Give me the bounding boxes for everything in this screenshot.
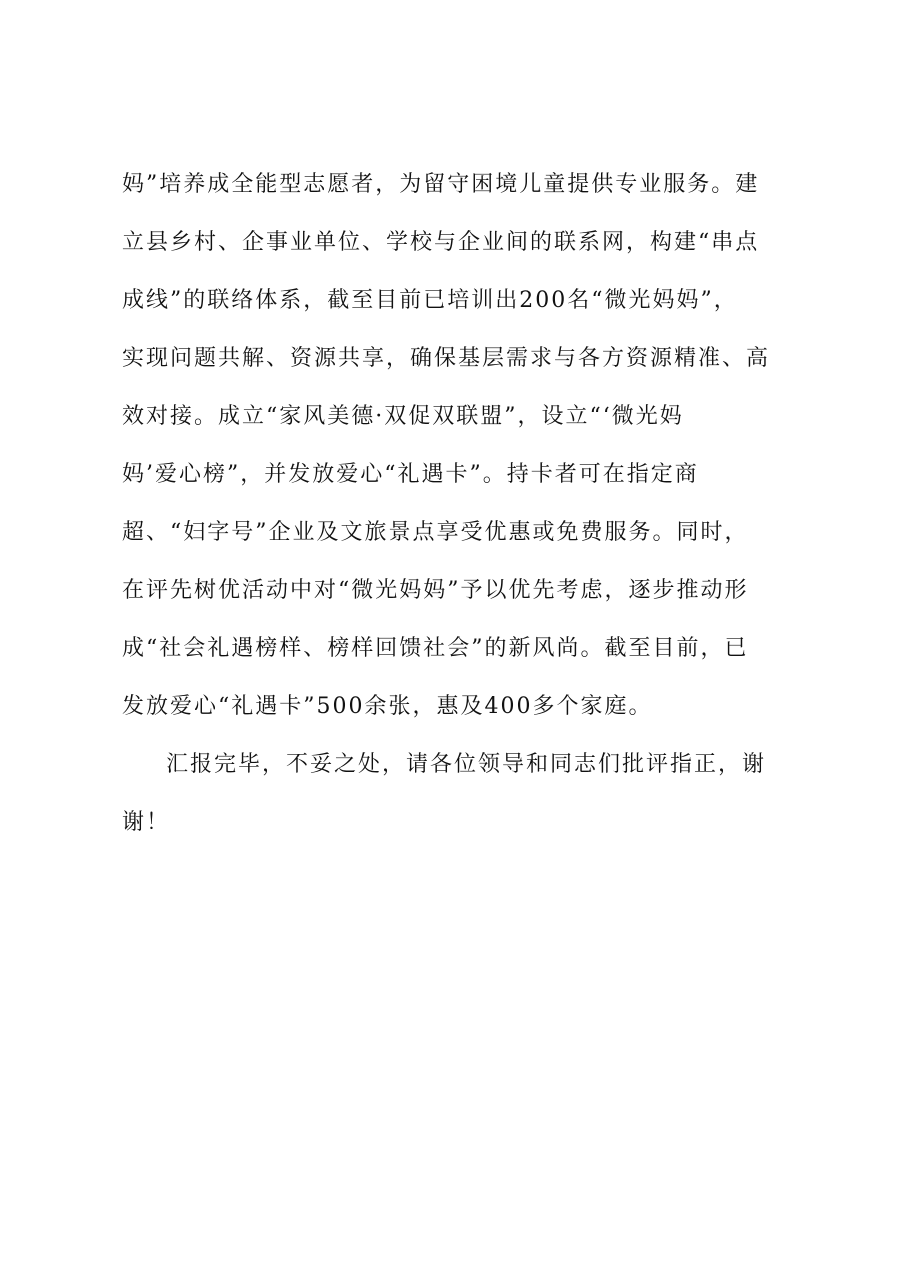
text-line: 在评先树优活动中对“微光妈妈”予以优先考虑，逐步推动形: [122, 578, 749, 603]
text-line: 立县乡村、企事业单位、学校与企业间的联系网，构建“串点: [122, 230, 760, 255]
text-line: 妈’爱心榜”，并发放爱心“礼遇卡”。持卡者可在指定商: [122, 462, 699, 487]
text-line: 妈”培养成全能型志愿者，为留守困境儿童提供专业服务。建: [122, 172, 760, 197]
closing-paragraph: [122, 736, 787, 852]
text-line: 谢！: [122, 810, 171, 835]
text-line: 实现问题共解、资源共享，确保基层需求与各方资源精准、高: [122, 346, 771, 371]
paragraph-continuation: [122, 156, 787, 736]
text-line: 超、“妇字号”企业及文旅景点享受优惠或免费服务。同时，: [122, 520, 749, 545]
text-line: 效对接。成立“家风美德·双促双联盟”，设立“‘微光妈: [122, 404, 684, 429]
text-line: 成线”的联络体系，截至目前已培训出200名“微光妈妈”，: [122, 288, 738, 313]
text-line: 发放爱心“礼遇卡”500余张，惠及400多个家庭。: [122, 694, 653, 719]
text-line: 成“社会礼遇榜样、榜样回馈社会”的新风尚。截至目前，已: [122, 636, 749, 661]
document-body: [122, 156, 787, 852]
text-line: 汇报完毕，不妥之处，请各位领导和同志们批评指正，谢: [166, 752, 767, 777]
